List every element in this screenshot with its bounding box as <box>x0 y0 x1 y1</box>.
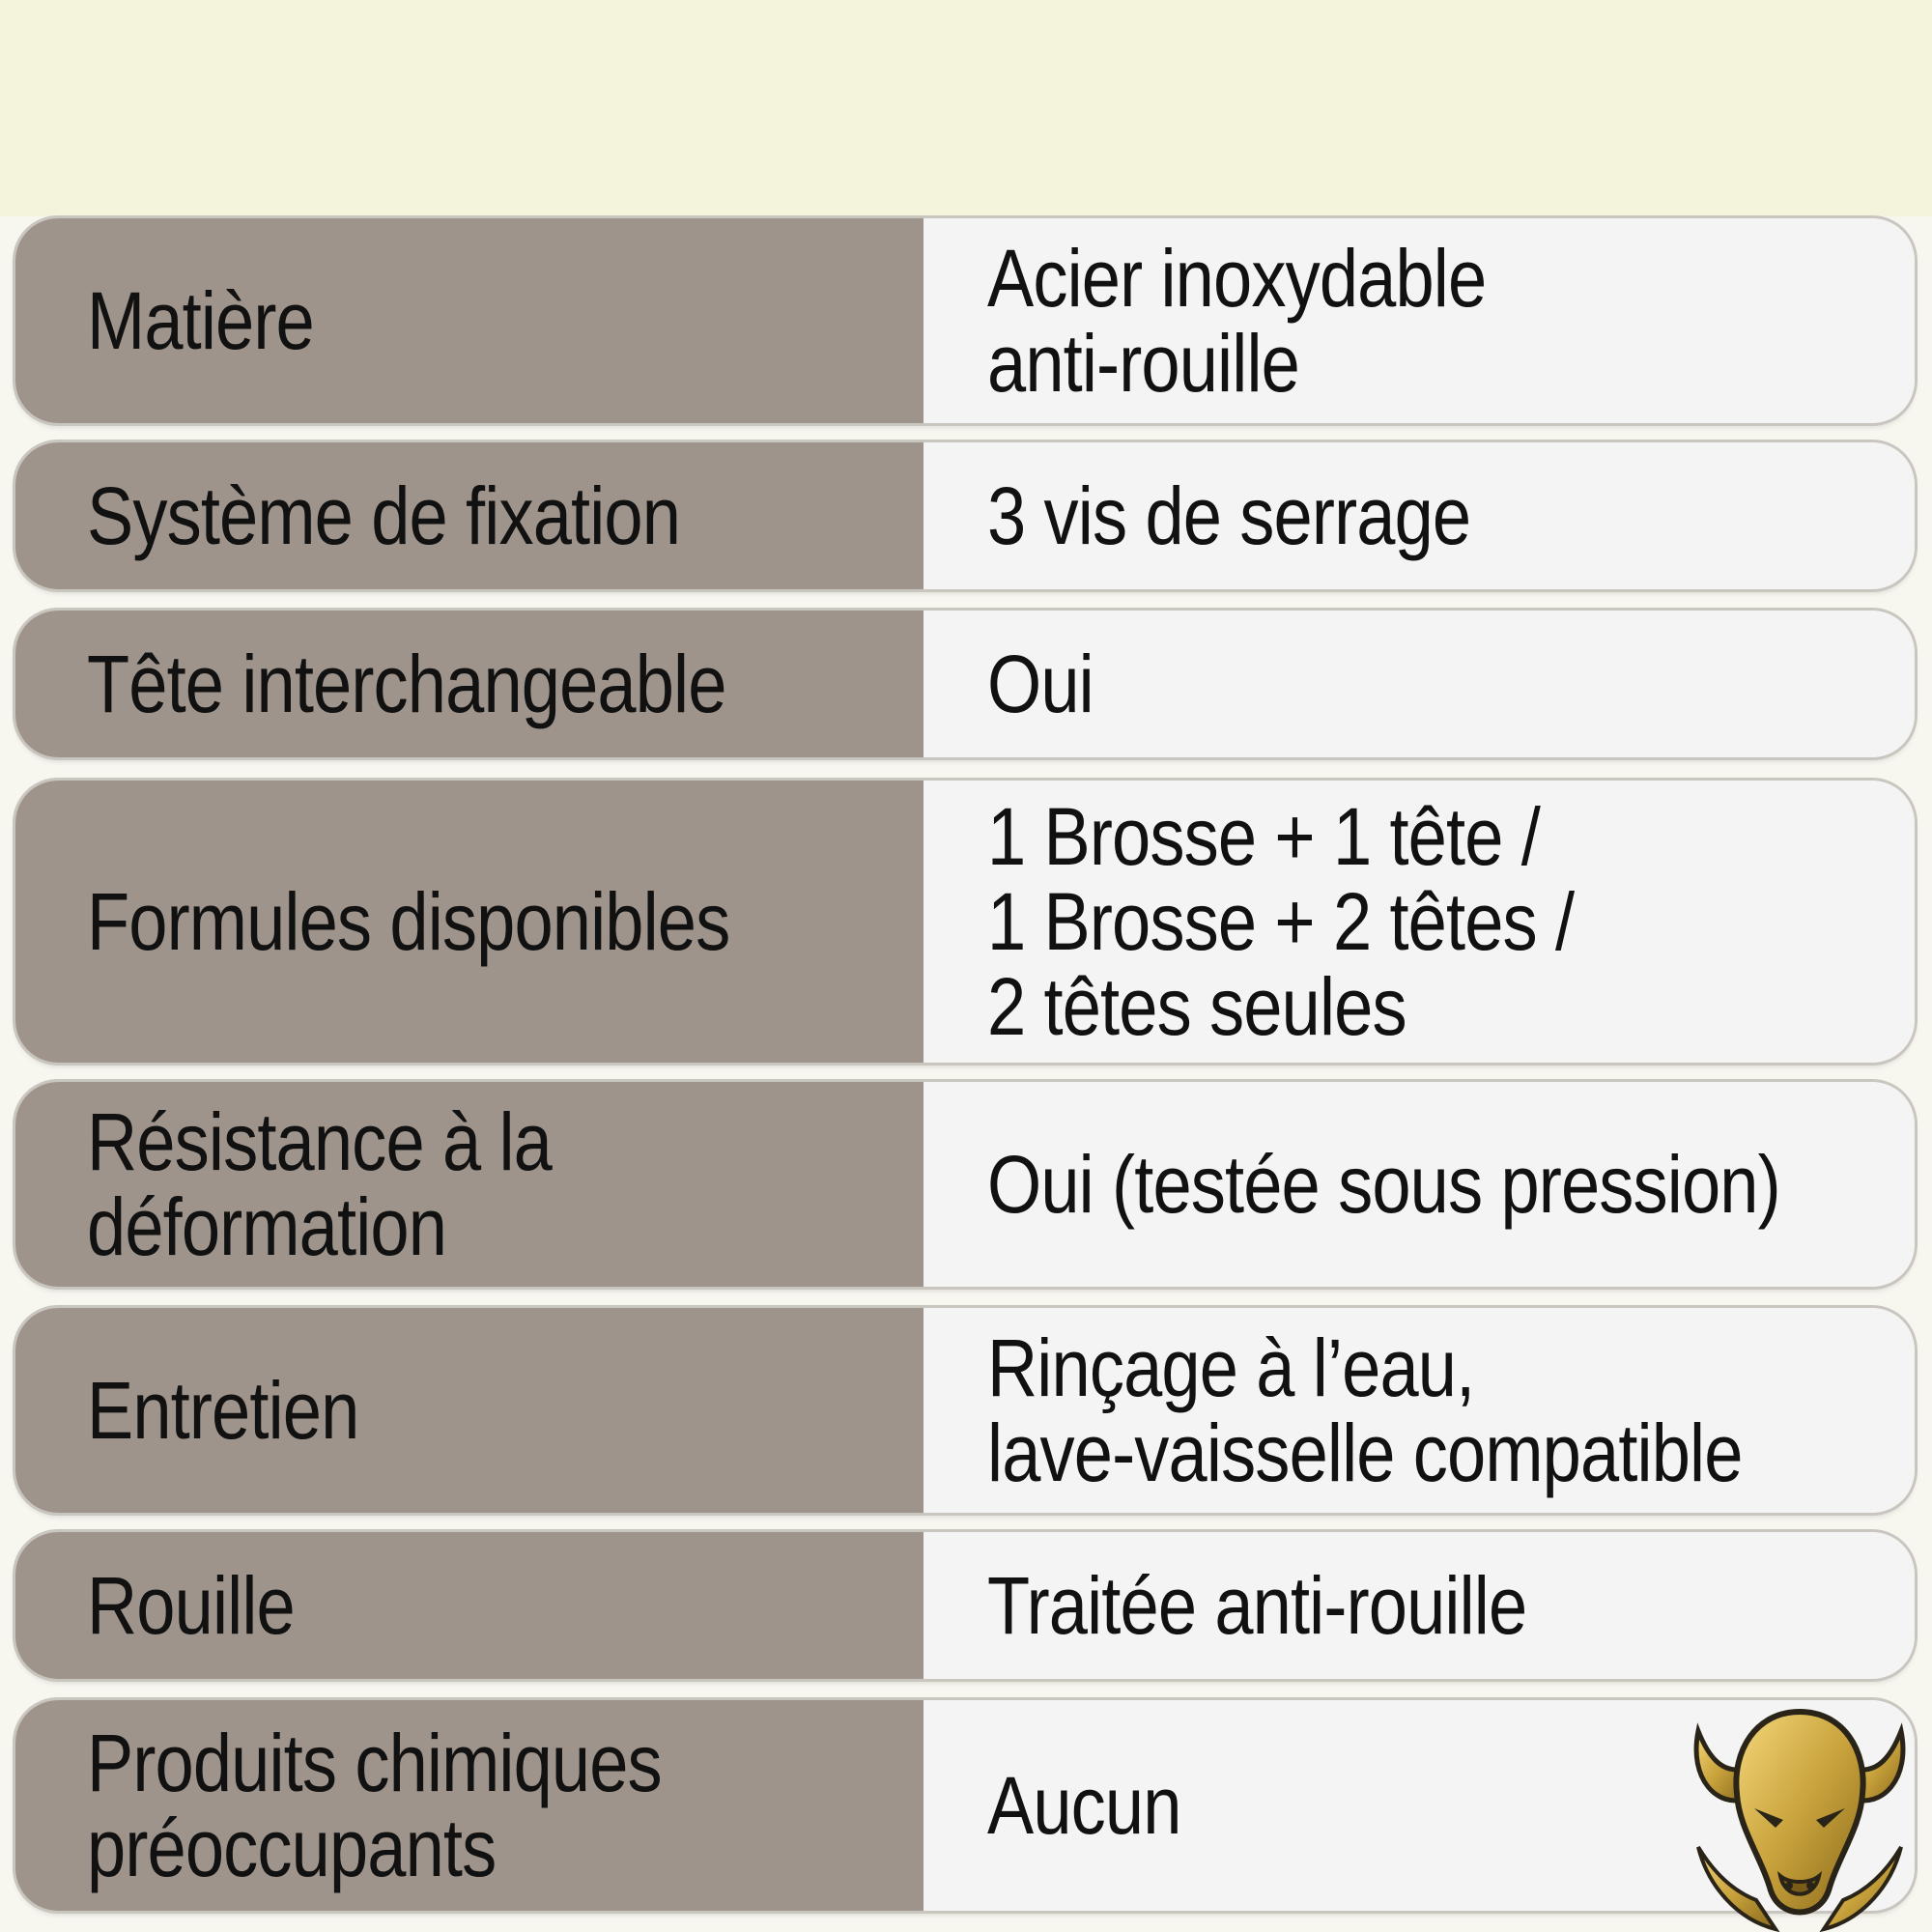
spec-value-text: Acier inoxydable anti-rouille <box>987 233 1487 409</box>
spec-label <box>15 442 923 589</box>
spec-label <box>15 1532 923 1679</box>
spec-value <box>923 611 1915 757</box>
spec-label <box>15 1700 923 1911</box>
spec-value <box>923 1082 1915 1287</box>
spec-label-text: Système de fixation <box>87 470 681 561</box>
spec-row-rust <box>15 1532 1915 1679</box>
spec-value-text: Oui (testée sous pression) <box>987 1139 1780 1230</box>
spec-label-text: Résistance à la déformation <box>87 1096 553 1272</box>
spec-value <box>923 781 1915 1063</box>
spec-label-text: Matière <box>87 275 314 366</box>
spec-value <box>923 218 1915 423</box>
spec-label-text: Formules disponibles <box>87 876 730 967</box>
top-banner <box>0 0 1932 216</box>
spec-row-head <box>15 611 1915 757</box>
spec-value-text: Aucun <box>987 1760 1181 1851</box>
spec-label-text: Rouille <box>87 1560 295 1651</box>
spec-label-text: Produits chimiques préoccupants <box>87 1718 662 1893</box>
spec-row-resistance <box>15 1082 1915 1287</box>
spec-value <box>923 442 1915 589</box>
spec-value <box>923 1308 1915 1513</box>
spec-value-text: Traitée anti-rouille <box>987 1560 1527 1651</box>
spec-row-chemicals <box>15 1700 1915 1911</box>
spec-value-text: 1 Brosse + 1 tête / 1 Brosse + 2 têtes / 2 têtes seules <box>987 791 1575 1052</box>
spec-label-text: Entretien <box>87 1365 359 1456</box>
spec-value-text: Oui <box>987 639 1094 729</box>
bull-head-logo-icon <box>1679 1692 1920 1932</box>
spec-row-material <box>15 218 1915 423</box>
spec-label <box>15 781 923 1063</box>
spec-label <box>15 611 923 757</box>
spec-value-text: 3 vis de serrage <box>987 470 1471 561</box>
spec-row-fixation <box>15 442 1915 589</box>
spec-row-maintenance <box>15 1308 1915 1513</box>
spec-value-text: Rinçage à l’eau, lave-vaisselle compatible <box>987 1322 1743 1498</box>
spec-row-formulas <box>15 781 1915 1063</box>
spec-label <box>15 1082 923 1287</box>
spec-label <box>15 1308 923 1513</box>
spec-label <box>15 218 923 423</box>
spec-label-text: Tête interchangeable <box>87 639 726 729</box>
spec-value <box>923 1532 1915 1679</box>
